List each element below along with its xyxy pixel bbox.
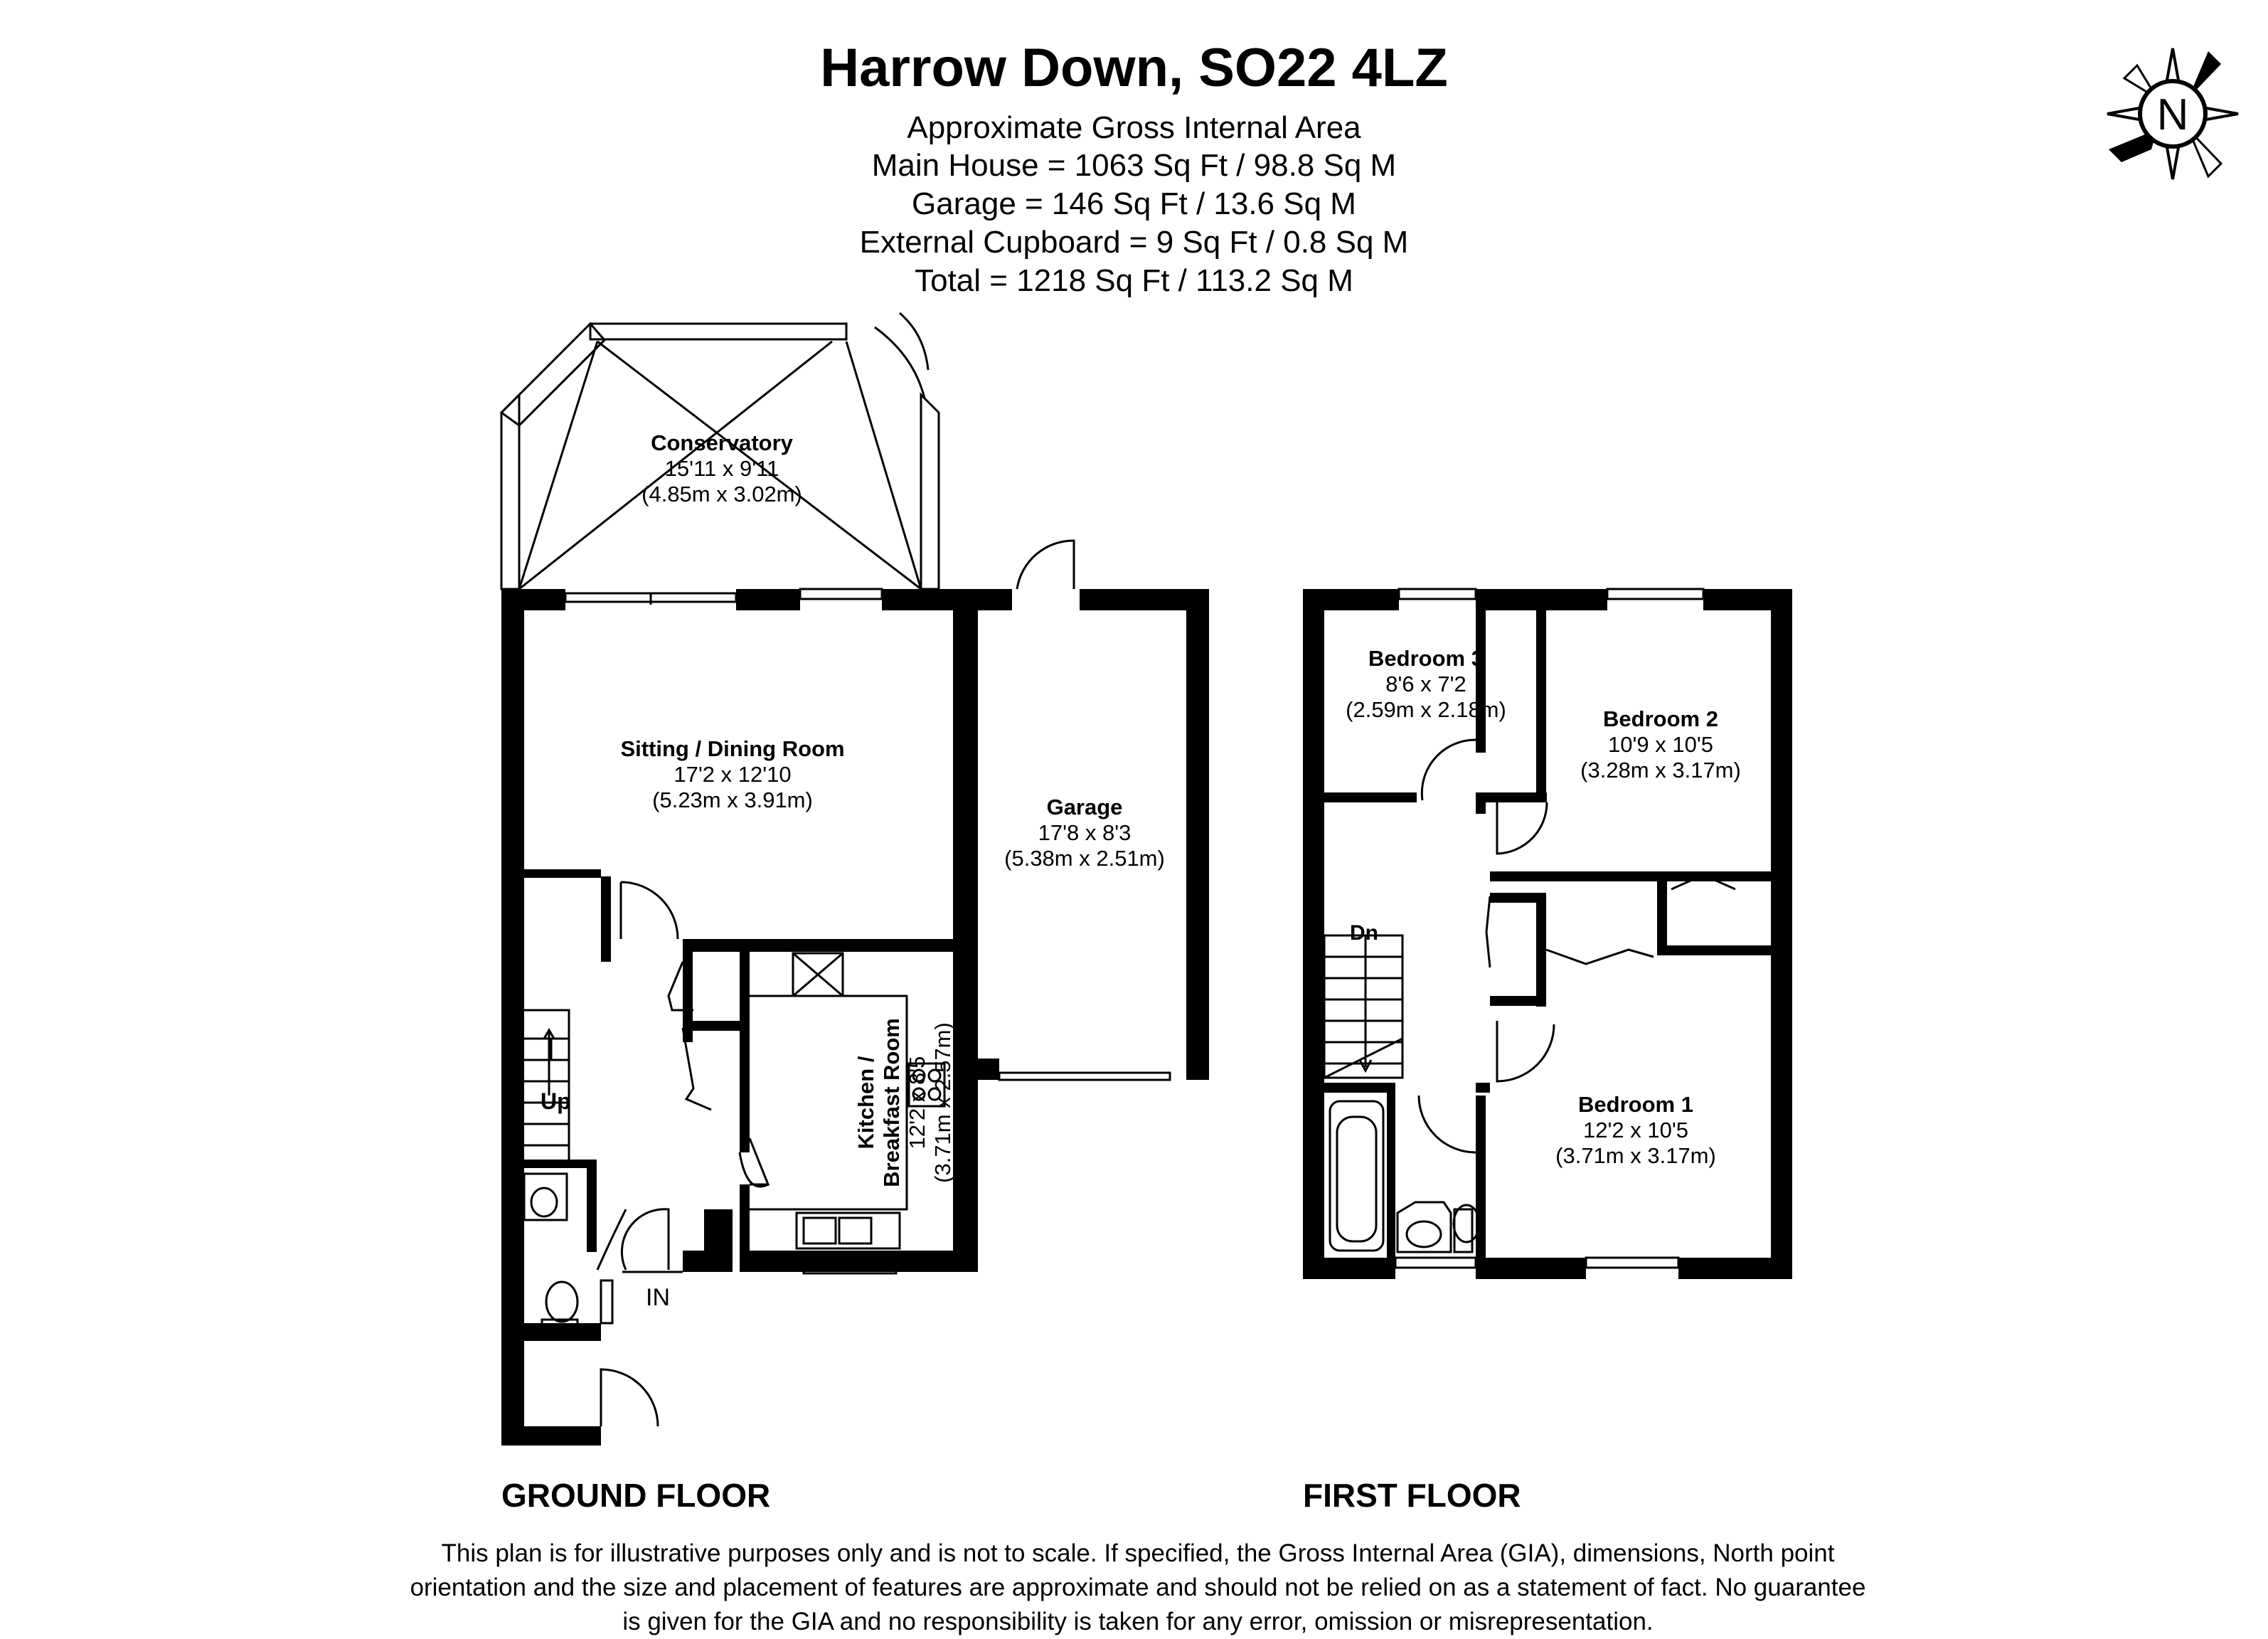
room-dim-imperial: 8'6 x 7'2 (1385, 672, 1466, 696)
sitting-dining-label (590, 736, 875, 813)
conservatory-label (590, 430, 853, 507)
room-dim-metric: (3.28m x 3.17m) (1580, 758, 1741, 783)
kitchen-label (853, 985, 956, 1220)
room-dim-imperial: 10'9 x 10'5 (1607, 732, 1713, 757)
room-name: Bedroom 3 (1368, 646, 1484, 671)
plan-title: Harrow Down, SO22 4LZ (820, 38, 1448, 98)
garage-label (989, 795, 1181, 871)
room-dim-imperial: 17'8 x 8'3 (1038, 820, 1132, 845)
room-dim-metric: (5.38m x 2.51m) (1004, 846, 1165, 871)
room-dim-metric: (3.71m x 2.57m) (930, 1022, 955, 1183)
area-heading: Approximate Gross Internal Area (907, 110, 1361, 145)
stairs-down-label: Dn (1350, 921, 1378, 945)
room-name-line2: Breakfast Room (879, 1018, 904, 1187)
bedroom-3-label (1330, 646, 1522, 723)
room-name: Bedroom 1 (1578, 1092, 1693, 1117)
disclaimer-text: This plan is for illustrative purposes only and is not to scale. If specified, the Gross Internal Area (GIA), dimensions, North point orientation and the size and placement of features are approximate and should not be relied on as a statement of fact. No guarantee is given for the GIA and no responsibility is taken for any error, omission or misrepresentation. (410, 1539, 1866, 1635)
room-dim-imperial: 15'11 x 9'11 (664, 456, 779, 481)
area-main-house: Main House = 1063 Sq Ft / 98.8 Sq M (871, 148, 1397, 183)
room-name: Conservatory (651, 430, 793, 455)
entrance-label: IN (646, 1284, 670, 1311)
area-external-cupboard: External Cupboard = 9 Sq Ft / 0.8 Sq M (859, 225, 1409, 260)
compass-letter: N (2156, 90, 2189, 139)
room-dim-metric: (5.23m x 3.91m) (652, 787, 813, 812)
room-name: Sitting / Dining Room (620, 736, 845, 761)
room-dim-imperial: 12'2 x 10'5 (1582, 1118, 1688, 1142)
room-dim-imperial: 12'2 x 8'5 (905, 1056, 930, 1150)
room-dim-metric: (2.59m x 2.18m) (1346, 697, 1506, 722)
first-floor-label: FIRST FLOOR (1303, 1477, 1521, 1514)
area-total: Total = 1218 Sq Ft / 113.2 Sq M (915, 263, 1353, 298)
area-garage: Garage = 146 Sq Ft / 13.6 Sq M (912, 186, 1356, 221)
room-name: Bedroom 2 (1603, 706, 1718, 731)
room-dim-metric: (4.85m x 3.02m) (641, 482, 802, 506)
room-dim-metric: (3.71m x 3.17m) (1555, 1143, 1716, 1168)
stairs-up-label: Up (541, 1088, 571, 1114)
bedroom-1-label (1529, 1092, 1742, 1169)
room-name-line1: Kitchen / (853, 1056, 878, 1150)
ground-floor-label: GROUND FLOOR (501, 1477, 771, 1514)
bedroom-2-label (1554, 706, 1767, 783)
room-dim-imperial: 17'2 x 12'10 (674, 762, 792, 787)
room-name: Garage (1046, 795, 1123, 820)
